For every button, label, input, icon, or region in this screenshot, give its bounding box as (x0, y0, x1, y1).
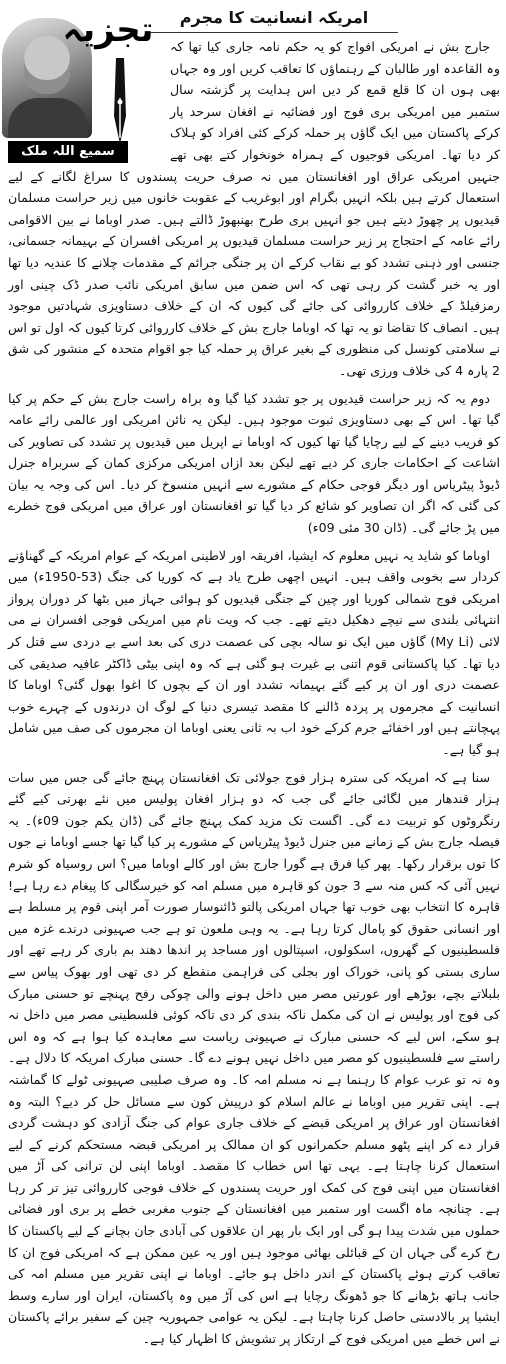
article-paragraph: اوباما کو شاید یہ نہیں معلوم کہ ایشیا، افریقہ اور لاطینی امریکہ کے عوام امریکہ کے گھناؤنے کردار سے بخوبی واقف ہیں۔ انہیں اچھی طرح یاد ہے کہ کوریا کی جنگ (53-1950ء) میں امریکی فوج شمالی کوریا اور چین کے جنگی قیدیوں کو ہوائی جہاز میں بٹھا کر دوران پرواز انتہائی بلندی سے نیچے دھکیل دیتے تھے۔ جب کہ ویت نام میں امریکی فوجی افسران نے می لائی (My Li) گاؤں میں ایک نو سالہ بچی کی عصمت دری کی بعد اسے بے دردی سے قتل کر دیا تھا۔ کیا پاکستانی قوم اتنی بے غیرت ہو گئی ہے کہ وہ اپنی بیٹی ڈاکٹر عافیہ صدیقی کی عصمت دری اور ان پر کیے گئے بہیمانہ تشدد اور ان کے بچوں کا اغوا بھول گئی؟ اوباما کا انسانیت کے مجرموں پر پردہ ڈالنے کا مقصد تیسری دنیا کے لوگ ان درندوں کے چہرے خوب پہچانتے ہیں اور اخفائے جرم کرکے خود اب بہ ثانی یعنی اوباما ان مجرموں کی صف میں شامل ہو گیا ہے۔ (8, 547, 501, 757)
author-name: سمیع اللہ ملک (8, 141, 128, 163)
masthead-wrap-spacer (8, 36, 170, 164)
article-body (8, 36, 500, 1360)
article-headline: امریکہ انسانیت کا مجرم (150, 4, 398, 33)
section-tag: تجزیہ (62, 10, 154, 50)
article-paragraph: دوم یہ کہ زیر حراست قیدیوں پر جو تشدد کیا گیا وہ براہ راست جارج بش کے حکم پر کیا گیا تھا۔ اس کے بھی دستاویزی ثبوت موجود ہیں۔ لیکن یہ نائن امریکی اور عالمی رائے عامہ کو فریب دینے کے لیے رچایا گیا تھا کیوں کہ اوباما نے اپریل میں قیدیوں پر تشدد کی تصاویر کی اشاعت کے احکامات جاری کر دیے تھے لیکن بعد ازاں امریکی مرکزی کمان کے سربراہ جنرل ڈیوڈ پیٹریاس اور دیگر فوجی حکام کے مشورے سے انہیں منسوخ کر دیا۔ اس کی وجہ یہ بیان کی گئی کہ اگر ان تصاویر کو شائع کر دیا گیا تو افغانستان اور عراق میں امریکی فوج خطرے میں پڑ جائے گی۔ (ڈان 30 مئی 09ء) (8, 390, 500, 536)
article-paragraph: جارج بش نے امریکی افواج کو یہ حکم نامہ جاری کیا تھا کہ وہ القاعدہ اور طالبان کے رہنماؤں کا تعاقب کریں اور وہ جہاں بھی ہوں ان کا قلع قمع کر دیں اس ہدایت پر گزشتہ سال ستمبر میں امریکی بری فوج اور فضائیہ نے افغان سرحد پار کرکے پاکستان میں ایک گاؤں پر حملہ کرکے کئی افراد کو ہلاک کر دیا تھا۔ امریکی فوجیوں کے ہمراہ خونخوار کتے بھی تھے جنہیں امریکی عراق اور افغانستان میں نہ صرف حریت پسندوں کا سراغ لگانے کے لیے استعمال کرتے ہیں بلکہ انہیں بگرام اور ابوغریب کے عقوبت خانوں میں زیر حراست مسلمان قیدیوں پر چھوڑ دیتے ہیں جو انہیں بری طرح بھنبھوڑ ڈالتے ہیں۔ صدر اوباما نے بین الاقوامی رائے عامہ کے احتجاج پر زیر حراست مسلمان قیدیوں پر امریکی افسران کے بہیمانہ جسمانی، جنسی اور ذہنی تشدد کو بے نقاب کرکے ان پر جنگی جرائم کے مقدمات چلانے کا عندیہ دیا تھا اور یہ خبر گشت کر رہی تھی کہ اس ضمن میں سابق امریکی نائب صدر ڈک چینی اور رمزفیلڈ کے خلاف کارروائی کی جائے گی کیوں کہ ان کے خلاف دستاویزی شہادتیں موجود ہیں۔ انصاف کا تقاضا تو یہ تھا کہ اوباما جارج بش کے خلاف کارروائی کرتا کیوں کہ اول تو اس نے سلامتی کونسل کی منظوری کے بغیر عراق پر حملہ کیا جو اقوام متحدہ کے منشور کی شق 2 پارہ 4 کی خلاف ورزی تھی۔ (8, 39, 500, 378)
article-paragraph: سنا ہے کہ امریکہ کی سترہ ہزار فوج جولائی تک افغانستان پہنچ جائے گی جس میں سات ہزار قندھار میں لگائی جائے گی جب کہ دو ہزار افغان پولیس میں نئے بھرتی کیے گئے رنگروٹوں کو تربیت دے گی۔ اگست تک مزید کمک پہنچ جائے گی (ڈان یکم جون 09ء)۔ یہ فیصلہ جارج بش کے زمانے میں جنرل ڈیوڈ پیٹریاس کے مشورے پر کیا گیا تھا جسے اوباما نے جوں کا توں برقرار رکھا۔ پھر کیا فرق ہے گورا جارج بش اور کالے اوباما میں؟ اس روسیاہ کو شرم نہیں آئی کہ کس منہ سے 3 جون کو قاہرہ میں مسلم امہ کو خیرسگالی کا پیغام دے رہا ہے! قاہرہ کا انتخاب بھی خوب تھا جہاں امریکی پالتو ڈائنوسار صورت آمر اپنی قوم پر مسلط ہے اور انسانی حقوق کو پامال کرتا رہا ہے۔ یہ وہی ملعون تو ہے جب صہیونی درندے غزہ میں فلسطینیوں کے گھروں، اسکولوں، اسپتالوں اور مساجد پر اندھا دھند بم باری کر رہے تھے اور ساری بستی کو پانی، خوراک اور بجلی کی فراہمی منقطع کر دی تھی اور بھوک پیاس سے بلبلاتے بچے، بوڑھے اور عورتیں مصر میں داخل ہونے والی چوکی رفح پہنچے تو حسنی مبارک کی فوج اور پولیس نے ان کی مکمل ناکہ بندی کر دی تاکہ کوئی فلسطینی مصر میں داخل نہ ہو سکے، اس لیے کہ حسنی مبارک نے صہیونی ریاست سے معاہدہ کیا ہوا ہے کہ وہ اس راستے سے فلسطینیوں کو مصر میں داخل نہیں ہونے دے گا۔ حسنی مبارک امریکہ کا دلال ہے۔ وہ نہ تو عرب عوام کا رہنما ہے نہ مسلم امہ کا۔ وہ صرف صلیبی صہیونی ٹولے کا گماشتہ ہے۔ اپنی تقریر میں اوباما نے عالم اسلام کو درپیش کون سے مسائل حل کر دیے؟ البتہ وہ افغانستان اور عراق پر امریکی قبضے کے خلاف جاری عوام کی جنگ آزادی کو دہشت گردی قرار دے کر اپنے پٹھو مسلم حکمرانوں کو ان ممالک پر امریکی قبضہ مستحکم کرنے کے لیے استعمال کرنا چاہتا ہے۔ یہی تھا اس خطاب کا مقصد۔ اوباما اپنی لن ترانی کی آڑ میں افغانستان میں اپنی فوج کی کمک اور حریت پسندوں کے خلاف فوجی کارروائی تیز تر کر رہا ہے۔ چنانچہ ماہ اگست اور ستمبر میں افغانستان کے جنوب مغربی خطے پر بری اور فضائی حملوں میں شدت پیدا ہو گی اور ایک بار پھر ان علاقوں کی آبادی جان بچانے کے لیے پاکستان کا رخ کرے گی جہاں ان کے قبائلی بھائی موجود ہیں اور یہ عین ممکن ہے کہ امریکی فوج ان کا تعاقب کرتے ہوئے پاکستان کے اندر داخل ہو جائے۔ اوباما نے اپنی تقریر میں مسلم امہ کی جانب ہاتھ بڑھانے کا جو ڈھونگ رچایا ہے اس کی آڑ میں وہ پاکستان، ایران اور سارے وسط ایشیا پر بالادستی حاصل کرنا چاہتا ہے۔ لیکن یہ عوامی جمہوریہ چین کے سفیر برائے پاکستان نے اس خطے میں امریکی فوج کے ارتکاز پر تشویش کا اظہار کیا ہے۔ (8, 769, 500, 1347)
